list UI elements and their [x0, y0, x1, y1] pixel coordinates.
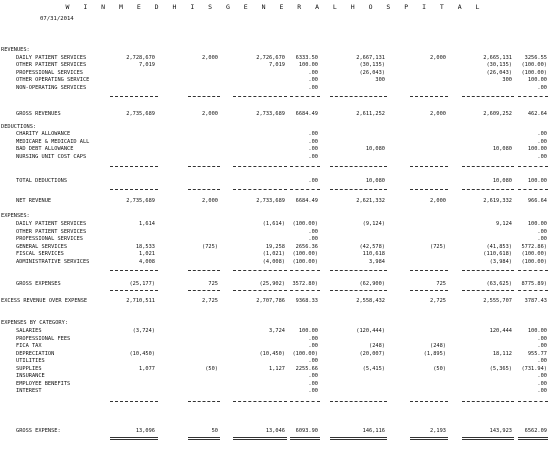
table-row-value: 1,614 [139, 221, 155, 227]
single-rule [110, 166, 158, 167]
net-row-value: 2,619,332 [483, 198, 512, 204]
table-row-value: 300 [502, 77, 512, 83]
table-row-value: (100.00) [292, 251, 318, 257]
total-row-value: 725 [436, 281, 446, 287]
total-row-value: (25,902) [259, 281, 285, 287]
double-rule [188, 437, 220, 440]
table-row-label: BAD DEBT ALLOWANCE [16, 146, 74, 152]
table-row-label: GENERAL SERVICES [16, 243, 68, 250]
table-row-value: 7,019 [269, 62, 285, 68]
table-row-value: 3,724 [269, 328, 285, 334]
table-row-value: (248) [430, 343, 446, 349]
total-row-value: 2,000 [430, 111, 446, 117]
single-rule [188, 96, 220, 97]
table-row-label: FISCAL SERVICES [16, 251, 64, 257]
total-row-value: 3787.43 [524, 298, 547, 304]
table-row-value: .00 [308, 335, 318, 342]
double-rule [330, 437, 387, 440]
table-row-label: ADMINISTRATIVE SERVICES [16, 258, 90, 265]
table-row-value: (41,853) [486, 243, 512, 250]
table-row-value: 2656.36 [295, 243, 318, 250]
table-row-value: 10,080 [492, 146, 512, 152]
table-row-value: 6333.50 [295, 54, 318, 61]
single-rule [233, 401, 287, 402]
table-row-value: .00 [537, 131, 547, 137]
single-rule [518, 270, 548, 271]
net-row-value: 2,000 [430, 198, 446, 204]
table-row-value: 120,444 [489, 328, 512, 334]
total-row-value: (62,900) [359, 281, 385, 287]
total-row-value: 2,555,707 [483, 298, 512, 304]
table-row-label: CHARITY ALLOWANCE [16, 131, 71, 137]
table-row-label: UTILITIES [16, 358, 45, 364]
single-rule [110, 189, 158, 190]
total-row-value: 2,710,511 [126, 298, 155, 304]
table-row-value: 300 [375, 77, 385, 83]
single-rule [330, 270, 387, 271]
single-rule [462, 96, 514, 97]
table-row-value: 18,112 [492, 350, 512, 357]
table-row-value: (248) [369, 343, 385, 349]
table-row-value: .00 [308, 343, 318, 349]
total-row-value: 725 [208, 281, 218, 287]
table-row-value: .00 [308, 84, 318, 91]
table-row-value: (120,444) [356, 328, 385, 334]
total-row-value: 6093.90 [295, 428, 318, 434]
single-rule [290, 166, 320, 167]
table-row-value: (50) [205, 365, 218, 372]
table-row-value: .00 [537, 236, 547, 242]
table-row-value: (10,450) [259, 350, 285, 357]
double-rule [518, 437, 548, 440]
single-rule [410, 166, 448, 167]
total-row-value: 13,046 [265, 428, 285, 434]
double-rule [233, 437, 287, 440]
total-row-value: (63,625) [486, 281, 512, 287]
single-rule [462, 290, 514, 291]
table-row-label: DEPRECIATION [16, 350, 55, 357]
single-rule [188, 189, 220, 190]
total-row-value: 2,735,689 [126, 111, 155, 117]
table-row-value: .00 [537, 343, 547, 349]
double-rule [290, 437, 320, 440]
table-row-label: PROFESSIONAL SERVICES [16, 236, 83, 242]
single-rule [290, 189, 320, 190]
single-rule [410, 290, 448, 291]
table-row-value: (30,135) [359, 62, 385, 68]
table-row-value: (1,021) [262, 251, 285, 257]
total-row-label: EXCESS REVENUE OVER EXPENSE [1, 298, 88, 304]
table-row-label: NURSING UNIT COST CAPS [16, 153, 87, 160]
single-rule [110, 401, 158, 402]
table-row-value: (100.00) [292, 221, 318, 227]
total-row-value: 462.64 [527, 111, 547, 117]
table-row-value: .00 [308, 358, 318, 364]
table-row-label: INTEREST [16, 388, 42, 394]
table-row-label: INSURANCE [16, 373, 45, 379]
single-rule [188, 401, 220, 402]
table-row-value: 110,618 [362, 251, 385, 257]
single-rule [518, 166, 548, 167]
table-row-value: .00 [537, 84, 547, 91]
single-rule [330, 189, 387, 190]
single-rule [290, 290, 320, 291]
total-row-label: GROSS EXPENSES [16, 281, 61, 287]
single-rule [188, 290, 220, 291]
net-row-label: NET REVENUE [16, 198, 52, 204]
table-row-value: .00 [308, 146, 318, 152]
table-row-label: DAILY PATIENT SERVICES [16, 54, 87, 61]
single-rule [188, 270, 220, 271]
single-rule [290, 96, 320, 97]
single-rule [462, 401, 514, 402]
table-row-label: OTHER PATIENT SERVICES [16, 62, 87, 68]
table-row-value: (30,135) [486, 62, 512, 68]
table-row-value: 10,080 [365, 146, 385, 152]
single-rule [233, 189, 287, 190]
table-row-value: .00 [308, 153, 318, 160]
table-row-value: 18,533 [135, 243, 155, 250]
section-heading: EXPENSES: [1, 213, 30, 219]
table-row-value: (10,450) [129, 350, 155, 357]
total-row-value: 2,558,432 [356, 298, 385, 304]
table-row-value: (4,008) [262, 258, 285, 265]
table-row-value: .00 [308, 236, 318, 242]
total-row-value: 9368.33 [295, 298, 318, 304]
table-row-label: SUPPLIES [16, 365, 42, 372]
total-row-value: 143,923 [489, 428, 512, 434]
single-rule [233, 96, 287, 97]
total-row-value: 2,725 [430, 298, 446, 304]
single-rule [110, 290, 158, 291]
table-row-label: DAILY PATIENT SERVICES [16, 221, 87, 227]
table-row-value: 2,000 [430, 54, 446, 61]
net-row-value: 2,621,332 [356, 198, 385, 204]
table-row-value: .00 [308, 77, 318, 83]
table-row-label: FICA TAX [16, 343, 42, 349]
table-row-value: 2,667,131 [356, 54, 385, 61]
table-row-label: OTHER OPERATING SERVICE [16, 77, 90, 83]
single-rule [518, 401, 548, 402]
total-row-value: 10,080 [492, 178, 512, 184]
table-row-value: (9,124) [362, 221, 385, 227]
single-rule [518, 290, 548, 291]
single-rule [330, 290, 387, 291]
table-row-value: (1,895) [423, 350, 446, 357]
table-row-value: (100.00) [521, 62, 547, 68]
total-row-label: TOTAL DEDUCTIONS [16, 178, 68, 184]
table-row-value: 9,124 [496, 221, 512, 227]
total-row-value: 10,080 [365, 178, 385, 184]
total-row-value: 13,096 [135, 428, 155, 434]
single-rule [410, 96, 448, 97]
table-row-label: EMPLOYEE BENEFITS [16, 380, 71, 387]
table-row-value: .00 [537, 358, 547, 364]
net-row-value: 2,733,689 [256, 198, 285, 204]
table-row-value: .00 [308, 228, 318, 235]
table-row-label: PROFESSIONAL SERVICES [16, 69, 83, 76]
table-row-value: 2,000 [202, 54, 218, 61]
table-row-value: .00 [308, 388, 318, 394]
single-rule [410, 270, 448, 271]
total-row-value: 146,116 [362, 428, 385, 434]
table-row-value: (110,618) [483, 251, 512, 257]
table-row-value: .00 [308, 131, 318, 137]
single-rule [330, 401, 387, 402]
single-rule [330, 96, 387, 97]
total-row-value: 2,609,252 [483, 111, 512, 117]
report-title: W I N M E D H I S G E N E R A L H O S P I T A L [65, 3, 485, 11]
net-row-value: 2,000 [202, 198, 218, 204]
table-row-value: 100.00 [527, 221, 547, 227]
single-rule [110, 96, 158, 97]
table-row-value: 1,021 [139, 251, 155, 257]
table-row-value: (3,984) [489, 258, 512, 265]
total-row-value: 6562.09 [524, 428, 547, 434]
single-rule [110, 270, 158, 271]
single-rule [518, 189, 548, 190]
total-row-value: 2,707,786 [256, 298, 285, 304]
table-row-label: PROFESSIONAL FEES [16, 335, 71, 342]
single-rule [290, 270, 320, 271]
table-row-value: (100.00) [521, 251, 547, 257]
table-row-value: 100.00 [527, 328, 547, 334]
table-row-value: .00 [308, 373, 318, 379]
single-rule [462, 189, 514, 190]
single-rule [233, 166, 287, 167]
single-rule [462, 166, 514, 167]
total-row-value: 6684.49 [295, 111, 318, 117]
table-row-label: NON-OPERATING SERVICES [16, 84, 87, 91]
table-row-value: 3256.55 [524, 54, 547, 61]
single-rule [410, 189, 448, 190]
table-row-value: .00 [537, 138, 547, 145]
table-row-value: .00 [537, 153, 547, 160]
table-row-value: 100.00 [298, 62, 318, 68]
table-row-value: (26,043) [486, 69, 512, 76]
total-row-value: (25,177) [129, 281, 155, 287]
single-rule [290, 401, 320, 402]
total-row-value: 2,725 [202, 298, 218, 304]
double-rule [110, 437, 158, 440]
table-row-value: (50) [433, 365, 446, 372]
table-row-value: (725) [202, 243, 218, 250]
total-row-label: GROSS EXPENSE: [16, 428, 61, 434]
section-heading: REVENUES: [1, 47, 30, 53]
table-row-value: 3,984 [369, 258, 385, 265]
double-rule [410, 437, 448, 440]
total-row-value: 8775.89) [521, 281, 547, 287]
net-row-value: 966.64 [527, 198, 547, 204]
total-row-value: 2,000 [202, 111, 218, 117]
table-row-value: (20,007) [359, 350, 385, 357]
table-row-value: (100.00) [521, 258, 547, 265]
table-row-value: .00 [537, 380, 547, 387]
table-row-value: 1,077 [139, 365, 155, 372]
table-row-value: 2,726,670 [256, 54, 285, 61]
table-row-value: 2,665,131 [483, 54, 512, 61]
table-row-value: (100.00) [521, 69, 547, 76]
double-rule [462, 437, 514, 440]
total-row-value: .00 [308, 178, 318, 184]
total-row-value: 50 [211, 428, 218, 434]
table-row-value: 2255.66 [295, 365, 318, 372]
net-row-value: 6684.49 [295, 198, 318, 204]
table-row-value: .00 [537, 228, 547, 235]
table-row-value: .00 [308, 69, 318, 76]
table-row-value: 7,019 [139, 62, 155, 68]
single-rule [410, 401, 448, 402]
total-row-label: GROSS REVENUES [16, 111, 61, 117]
table-row-value: (731.94) [521, 365, 547, 372]
table-row-value: 4,008 [139, 258, 155, 265]
table-row-value: (100.00) [292, 258, 318, 265]
table-row-value: (42,578) [359, 243, 385, 250]
table-row-label: OTHER PATIENT SERVICES [16, 228, 87, 235]
table-row-value: .00 [308, 380, 318, 387]
table-row-value: .00 [537, 388, 547, 394]
table-row-value: .00 [537, 373, 547, 379]
total-row-value: 3572.80) [292, 281, 318, 287]
single-rule [518, 96, 548, 97]
table-row-value: (725) [430, 243, 446, 250]
table-row-value: (5,415) [362, 365, 385, 372]
report-date: 07/31/2014 [40, 16, 74, 22]
single-rule [233, 270, 287, 271]
table-row-value: 5772.86) [521, 243, 547, 250]
table-row-label: SALARIES [16, 328, 42, 334]
table-row-value: (3,724) [132, 328, 155, 334]
section-heading: EXPENSES BY CATEGORY: [1, 320, 68, 326]
table-row-value: .00 [537, 335, 547, 342]
table-row-value: 100.00 [298, 328, 318, 334]
total-row-value: 2,611,252 [356, 111, 385, 117]
net-row-value: 2,735,689 [126, 198, 155, 204]
total-row-value: 100.00 [527, 178, 547, 184]
table-row-value: 100.00 [527, 77, 547, 83]
single-rule [330, 166, 387, 167]
section-heading: DEDUCTIONS: [1, 124, 37, 130]
table-row-value: 100.00 [527, 146, 547, 152]
table-row-value: (1,614) [262, 221, 285, 227]
table-row-value: 19,258 [265, 243, 285, 250]
total-row-value: 2,733,689 [256, 111, 285, 117]
total-row-value: 2,193 [430, 428, 446, 434]
table-row-value: 955.77 [527, 350, 547, 357]
table-row-value: .00 [308, 138, 318, 145]
single-rule [462, 270, 514, 271]
table-row-value: 1,127 [269, 365, 285, 372]
table-row-value: (5,365) [489, 365, 512, 372]
single-rule [233, 290, 287, 291]
single-rule [188, 166, 220, 167]
table-row-value: 2,728,670 [126, 54, 155, 61]
table-row-label: MEDICARE & MEDICAID ALL [16, 138, 90, 145]
table-row-value: (26,043) [359, 69, 385, 76]
table-row-value: (100.00) [292, 350, 318, 357]
